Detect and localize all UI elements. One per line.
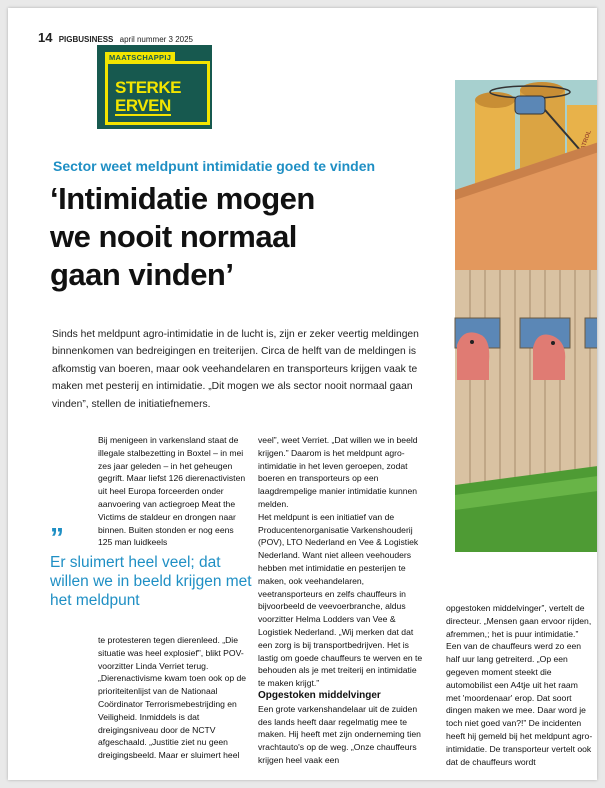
section-subheading: Opgestoken middelvinger	[258, 689, 381, 701]
paragraph: te protesteren tegen dierenleed. „Die situatie was heel explosief”, blikt POV-voorzitter Linda Verriet terug. „Dierenactivisme kwam toen ook op de prioriteitenlijst van de Nationaal Coördinator Terrorismebestrijding en Veiligheid. Inmiddels is dat dreigingsniveau door de NCTV afgeschaald. „Justitie ziet nu geen dreigingsbeeld. Maar er sluimert heel	[98, 635, 247, 761]
barn-illustration	[445, 80, 597, 552]
magazine-brand: PIGBUSINESS	[58, 35, 114, 44]
illustration-gap	[445, 80, 455, 552]
title-line-3: gaan vinden’	[50, 257, 234, 292]
magazine-page	[8, 8, 597, 780]
page-header	[38, 30, 193, 45]
article-intro: Sinds het meldpunt agro-intimidatie in de lucht is, zijn er zeker veertig meldingen binnenkomen van bedreigingen en treiterijen. Circa de helft van de meldingen is afkomstig van boeren, maar ook veehandelaren en transporteurs krijgen vaak te maken met pesterij en intimidatie. „Dit mogen we als sector nooit normaal gaan vinden”, stellen de initiatiefnemers.	[52, 329, 419, 410]
page-number: 14	[38, 30, 53, 45]
title-line-1: ‘Intimidatie mogen	[50, 181, 315, 216]
pig-icon	[457, 332, 489, 380]
title-line-2: we nooit normaal	[50, 219, 297, 254]
pull-quote: Er sluimert heel veel; dat willen we in beeld krijgen met het meldpunt	[50, 554, 252, 609]
body-column-2	[258, 434, 423, 767]
body-column-1-top	[98, 434, 250, 549]
paragraph: Een grote varkenshandelaar uit de zuiden des lands heeft daar regelmatig mee te maken. Hij heeft met zijn onderneming tien vrachtauto's op de weg. „Onze chauffeurs krijgen heel vaak een	[258, 703, 421, 765]
quote-icon: ”	[50, 522, 64, 553]
article-kicker: Sector weet meldpunt intimidatie goed te vinden	[53, 158, 376, 174]
sterke-erven-logo	[97, 45, 212, 129]
paragraph: veel”, weet Verriet. „Dat willen we in beeld krijgen.” Daarom is het meldpunt agro-intimidatie in het leven geroepen, zodat boeren en transporteurs op een laagdrempelige manier intimidatie kunnen melden.	[258, 435, 418, 509]
logo-category: MAATSCHAPPIJ	[105, 52, 175, 63]
body-column-3	[446, 602, 594, 768]
article-title	[50, 180, 450, 294]
paragraph: Bij menigeen in varkensland staat de illegale stalbezetting in Boxtel – in mei zes jaar geleden – in het geheugen gegrift. Maar liefst 126 dierenactivisten uit heel Europa forceerden onder aanvoering van actiegroep Meat the Victims de staldeur en drongen naar binnen. Buiten stonden er nog eens 125 man luidkeels	[98, 435, 246, 548]
body-column-1-bottom	[98, 634, 250, 762]
paragraph: Het meldpunt is een initiatief van de Producentenorganisatie Varkenshouderij (POV), LTO Nederland en Vee & Logistiek Nederland. Want niet alleen veehouders hebben met intimidatie en pesterijen te maken, ook veehandelaren, veetransporteurs en zelfs chauffeurs in bijvoorbeeld de veevoerbranche, aldus voorzitter Helma Lodders van Vee & Logistiek Nederland. „Wij merken dat dat een zorg is bij transportbedrijven. Het is lastig om goede chauffeurs te werven en te behouden als je met treiterij en intimidatie te maken krijgt.”	[258, 511, 423, 689]
paragraph: opgestoken middelvinger”, vertelt de directeur. „Mensen gaan ervoor rijden, afremmen,; het is puur intimidatie.” Een van de chauffeurs werd zo een half uur lang getreiterd. „Op een gegeven moment steekt die automobilist een A4tje uit het raam met 'moordenaar' erop. Dat soort dingen maken we mee. Daar word je toch niet goed van?!” De incidenten heeft hij gemeld bij het meldpunt agro-intimidatie. De transporteur vertelt ook dat de chauffeurs wordt	[446, 603, 593, 767]
logo-line-2: ERVEN	[115, 96, 171, 115]
issue-info: april nummer 3 2025	[119, 35, 193, 44]
barn-window	[585, 318, 597, 348]
logo-line-1: STERKE	[115, 78, 181, 97]
